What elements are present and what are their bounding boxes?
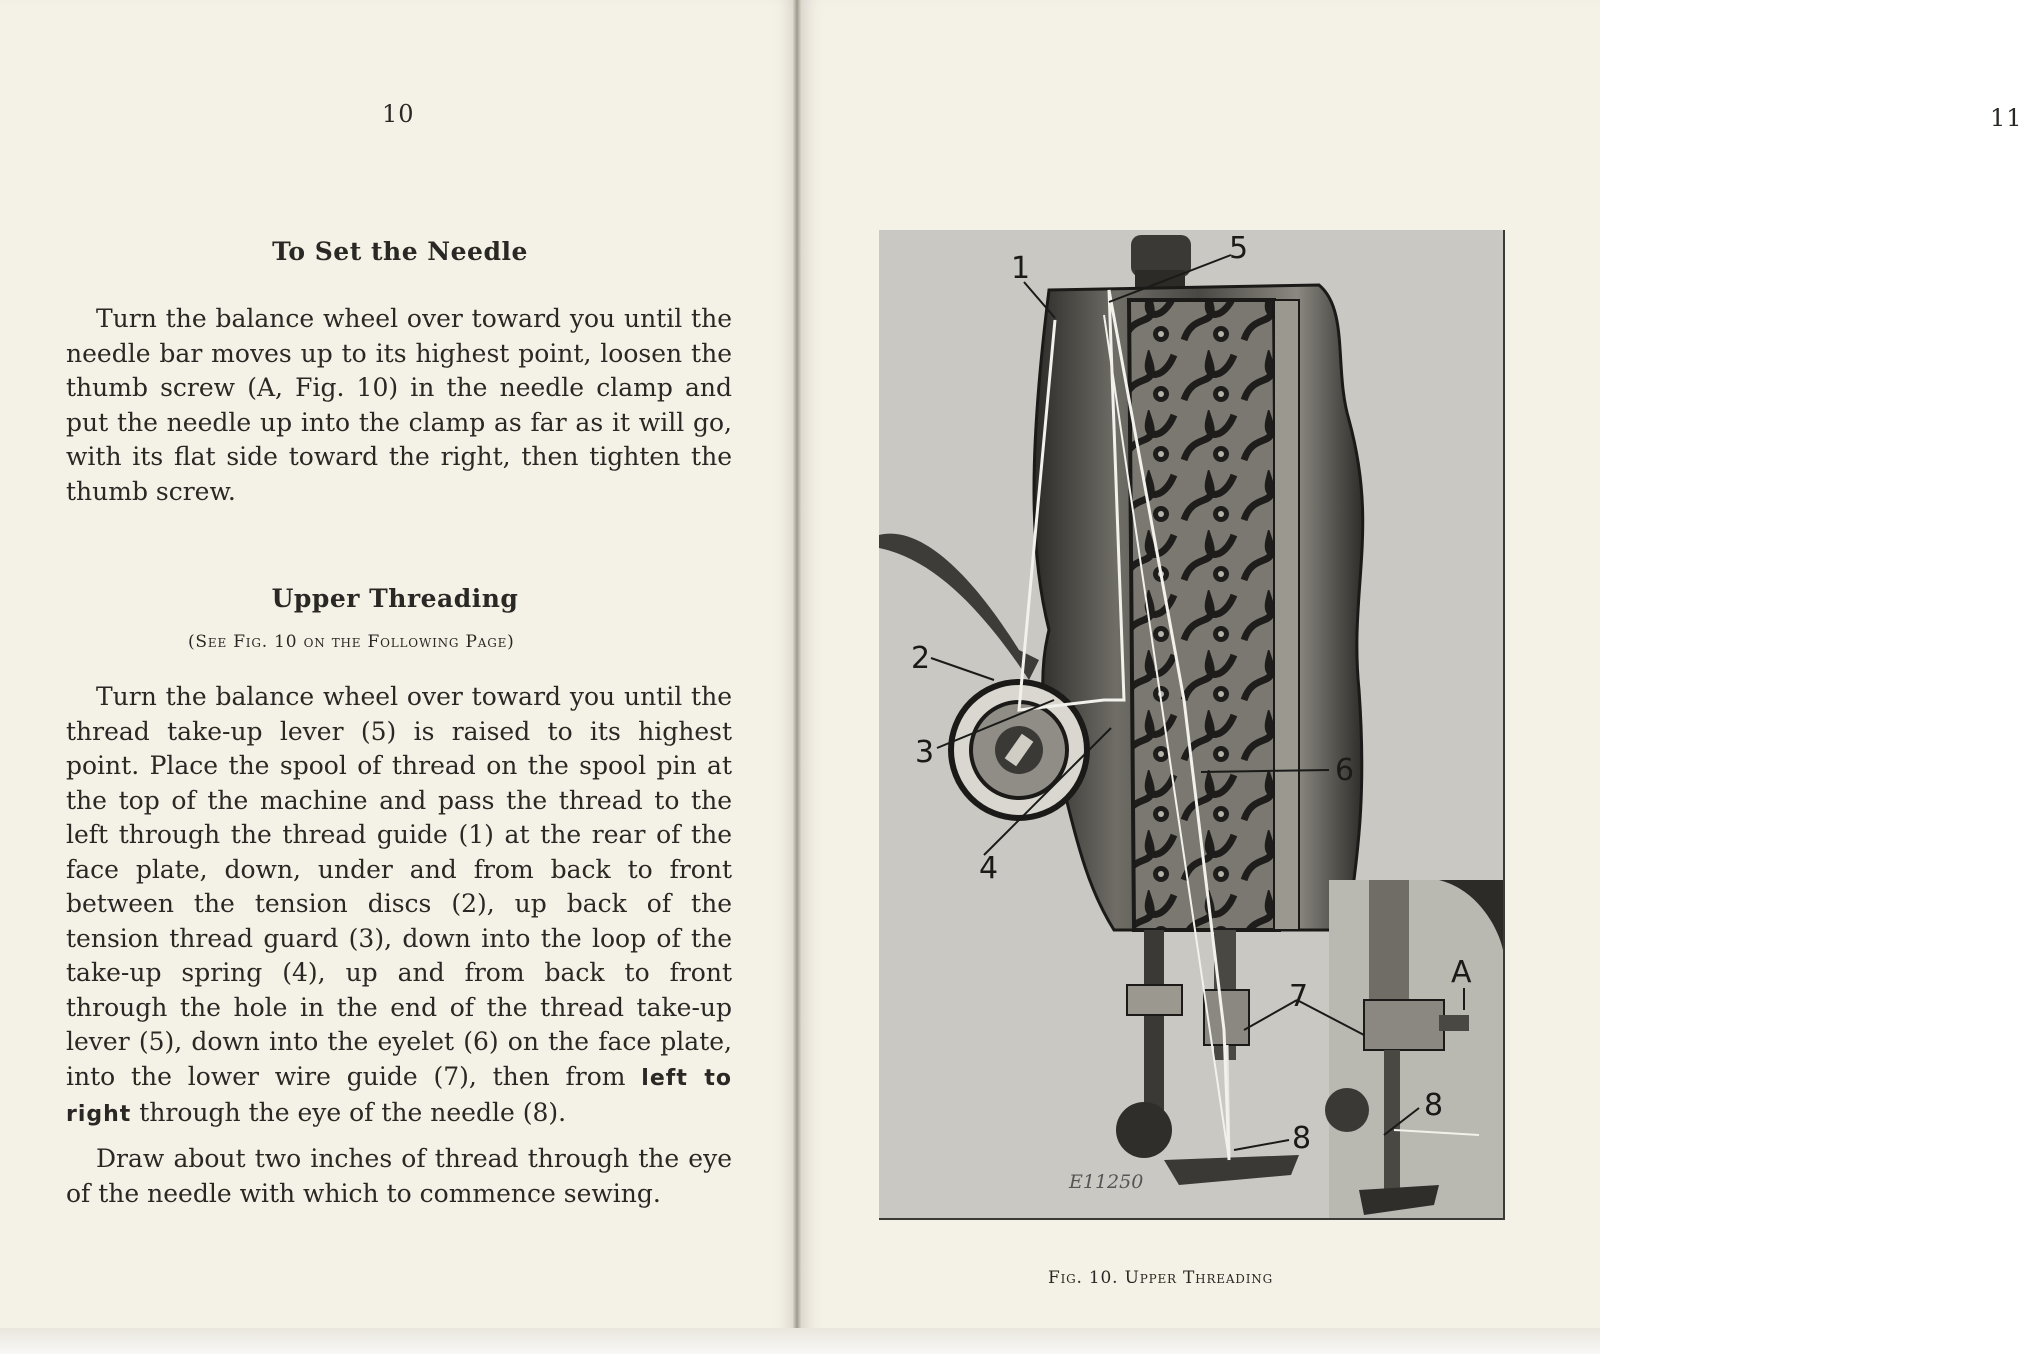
presser-foot-screw [1116, 1102, 1172, 1158]
sewing-machine-illustration [879, 230, 1503, 1218]
callout-6: 6 [1335, 753, 1355, 788]
presser-bar-lifter [879, 534, 1039, 680]
heading-set-needle: To Set the Needle [272, 237, 528, 266]
callout-8-inset: 8 [1424, 1088, 1444, 1123]
paragraph-bold-direction: left to right [66, 1065, 732, 1127]
paragraph-upper-threading [66, 680, 732, 1133]
presser-foot [1164, 1155, 1299, 1185]
paragraph-text-start: Turn the balance wheel over toward you until the thread take-up lever (5) is raised to its highest point. Place the spool of thread on the spool pin at the top of the machine and pass the thread to the left through the thread guide (1) at the rear of the face plate, down, under and from back to front between the tension discs (2), up back of the tension thread guard (3), down into the loop of the take-up spring (4), up and from back to front through the hole in the end of the thread take-up lever (5), down into the eyelet (6) on the face plate, into the lower wire guide (7), then from [66, 682, 732, 1091]
page-number-left: 10 [382, 100, 415, 128]
book-gutter [793, 0, 801, 1354]
paragraph-set-needle: Turn the balance wheel over toward you until the needle bar moves up to its highest point, loosen the thumb screw (A, Fig. 10) in the needle clamp and put the needle up into the clamp as far as it will go, with its flat side toward the right, then tighten the thumb screw. [66, 304, 732, 506]
page-number-right: 11 [1990, 104, 2023, 132]
decorated-face-plate [1129, 300, 1279, 930]
left-page [0, 0, 798, 1354]
callout-4: 4 [979, 851, 999, 886]
paragraph-text-end: through the eye of the needle (8). [131, 1098, 567, 1127]
callout-5: 5 [1229, 231, 1249, 266]
figure-caption: Fig. 10. Upper Threading [1048, 1268, 1273, 1288]
paragraph-draw-thread: Draw about two inches of thread through the eye of the needle with which to commence sewing. [66, 1144, 732, 1208]
figure-reference-note: (See Fig. 10 on the Following Page) [188, 632, 515, 652]
callout-7: 7 [1289, 979, 1309, 1014]
plate-number: E11250 [1069, 1171, 1144, 1193]
heading-upper-threading: Upper Threading [271, 584, 519, 613]
callout-3: 3 [915, 735, 935, 770]
callout-1: 1 [1011, 251, 1031, 286]
callout-8: 8 [1292, 1121, 1312, 1156]
page-bottom-edge [0, 1328, 1600, 1354]
presser-bar [1144, 930, 1164, 1120]
callout-a: A [1451, 955, 1472, 990]
callout-2: 2 [911, 641, 931, 676]
figure-upper-threading [879, 230, 1505, 1220]
